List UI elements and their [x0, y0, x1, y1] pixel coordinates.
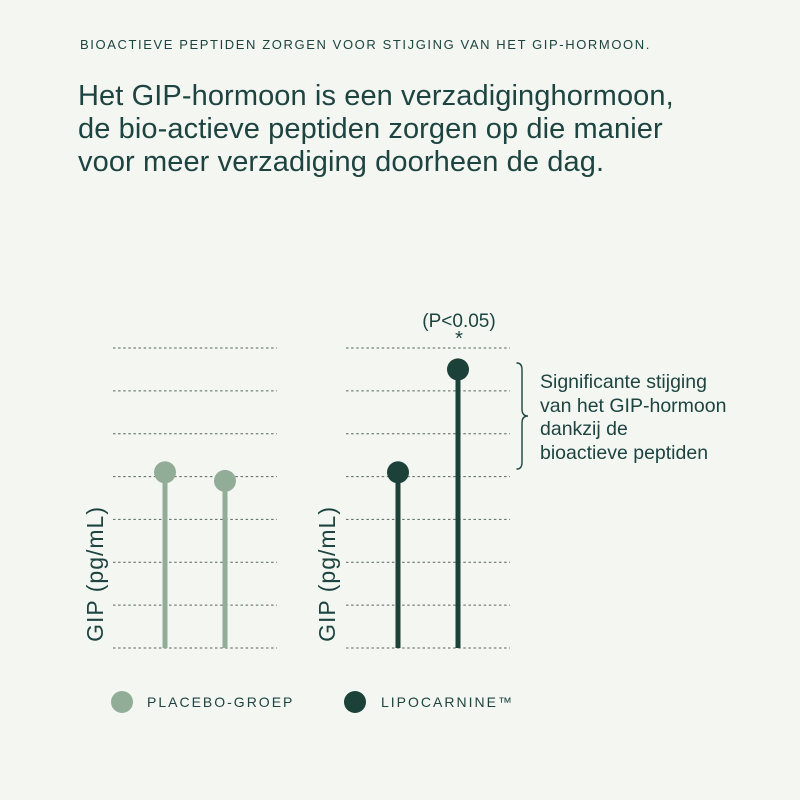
significance-pvalue: (P<0.05) — [422, 311, 496, 332]
chart-caption: BIOACTIEVE PEPTIDEN ZORGEN VOOR STIJGING VAN HET GIP-HORMOON. — [80, 37, 651, 52]
brace-icon — [512, 362, 532, 470]
significance-asterisk: * — [455, 328, 463, 350]
page-title-line-2: de bio-actieve peptiden zorgen op die manier — [78, 113, 663, 145]
annotation-line-1: Significante stijging — [540, 371, 707, 393]
lipocarnine-legend-dot-icon — [344, 691, 366, 713]
y-axis-label-left: GIP (pg/mL) — [81, 506, 108, 642]
placebo-legend-dot-icon — [111, 691, 133, 713]
legend-label-lipocarnine: LIPOCARNINE™ — [381, 694, 514, 710]
annotation-line-3: dankzij de — [540, 418, 628, 440]
page-title — [78, 80, 674, 179]
page-title-line-1: Het GIP-hormoon is een verzadiginghormoon, — [78, 80, 674, 112]
annotation-text — [540, 371, 726, 465]
lipocarnine-lollipop-chart — [336, 338, 526, 658]
y-axis-label-right: GIP (pg/mL) — [313, 506, 340, 642]
annotation-line-2: van het GIP-hormoon — [540, 394, 727, 417]
placebo-lollipop-chart — [103, 338, 293, 658]
legend-label-placebo: PLACEBO-GROEP — [147, 694, 295, 710]
page-title-line-3: voor meer verzadiging doorheen de dag. — [78, 146, 605, 178]
annotation-line-4: bioactieve peptiden — [540, 441, 709, 464]
